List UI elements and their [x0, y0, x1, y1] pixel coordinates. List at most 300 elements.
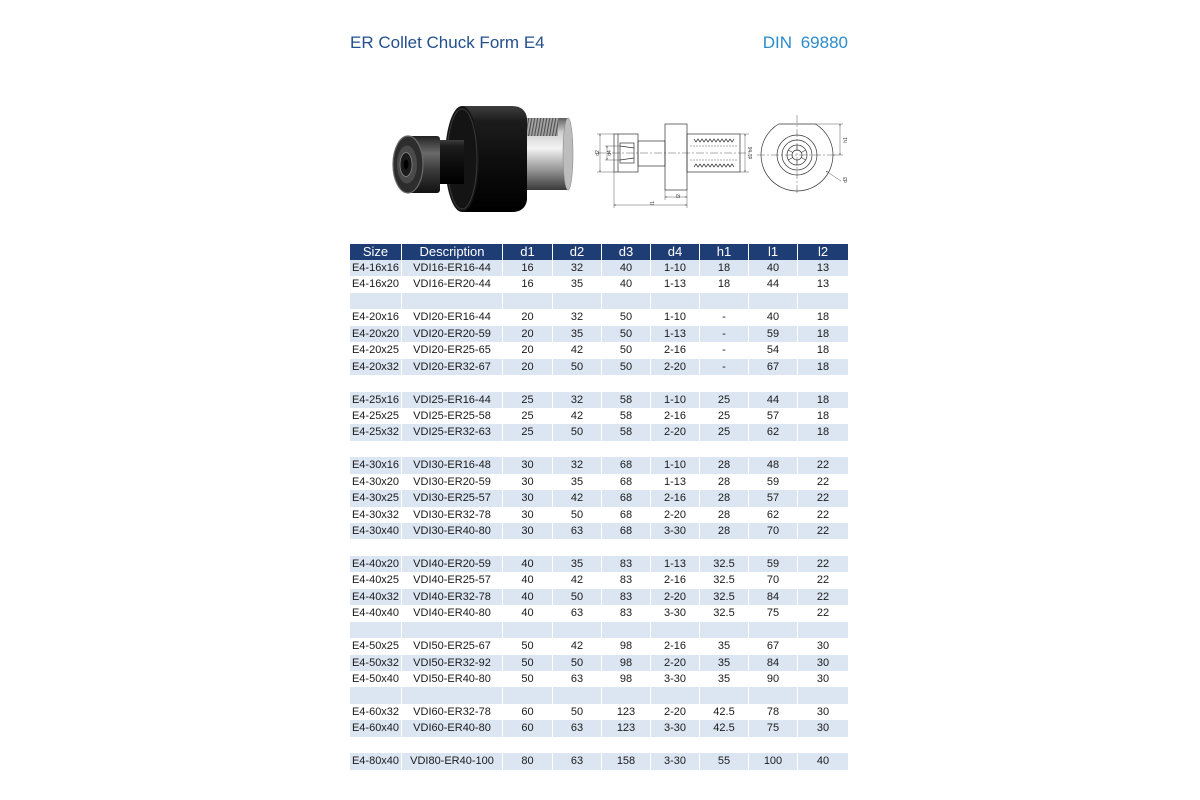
table-cell-size: E4-50x32: [350, 655, 402, 671]
table-cell-h1: 35: [700, 671, 749, 687]
dimension-label-l2: l2: [676, 194, 682, 198]
table-row: [350, 572, 848, 588]
table-cell-size: E4-40x32: [350, 589, 402, 605]
table-cell-d1: 30: [503, 523, 553, 539]
collet-bore-center: [404, 160, 409, 170]
table-cell-size: E4-50x25: [350, 638, 402, 654]
table-spacer-row: [350, 622, 848, 638]
table-cell-description: [402, 375, 503, 391]
table-cell-h1: 25: [700, 392, 749, 408]
table-cell-d1: [503, 622, 553, 638]
thread-top: [694, 139, 734, 142]
table-cell-d2: 42: [553, 572, 602, 588]
table-cell-d1: 30: [503, 457, 553, 473]
table-cell-d2: 35: [553, 276, 602, 292]
table-row: [350, 309, 848, 325]
table-cell-d1: [503, 737, 553, 753]
table-cell-description: VDI40-ER25-57: [402, 572, 503, 588]
table-cell-d2: 32: [553, 309, 602, 325]
table-cell-h1: 18: [700, 276, 749, 292]
table-cell-d4: 2-16: [651, 490, 700, 506]
table-cell-h1: 32.5: [700, 605, 749, 621]
table-cell-d2: 50: [553, 424, 602, 440]
table-cell-d3: 58: [602, 392, 651, 408]
column-header-h1: h1: [700, 244, 749, 260]
table-spacer-row: [350, 539, 848, 555]
table-cell-d3: 123: [602, 704, 651, 720]
table-row: [350, 753, 848, 769]
table-cell-d4: [651, 687, 700, 703]
table-cell-h1: 42.5: [700, 704, 749, 720]
table-cell-d4: 2-20: [651, 704, 700, 720]
table-cell-l1: 78: [749, 704, 798, 720]
dimension-label-h1: h1: [843, 137, 849, 143]
table-cell-l1: [749, 441, 798, 457]
table-row: [350, 326, 848, 342]
table-row: [350, 720, 848, 736]
table-cell-h1: 35: [700, 638, 749, 654]
table-cell-l1: 84: [749, 589, 798, 605]
table-cell-d3: 98: [602, 638, 651, 654]
table-cell-d4: [651, 539, 700, 555]
table-cell-d1: 40: [503, 605, 553, 621]
table-cell-l2: 18: [816, 426, 830, 439]
table-cell-l1: 100: [749, 753, 798, 769]
table-row: [350, 474, 848, 490]
table-cell-h1: 55: [700, 753, 749, 769]
table-cell-l2: 30: [816, 722, 830, 735]
table-cell-size: [350, 293, 402, 309]
table-row: [350, 457, 848, 473]
table-cell-size: [350, 539, 402, 555]
table-cell-d4: 1-10: [651, 457, 700, 473]
table-cell-h1: 28: [700, 523, 749, 539]
table-cell-d1: 16: [503, 260, 553, 276]
table-cell-description: VDI20-ER25-65: [402, 342, 503, 358]
table-cell-d2: 63: [553, 720, 602, 736]
table-cell-d2: 63: [553, 671, 602, 687]
table-cell-d1: 30: [503, 490, 553, 506]
table-spacer-row: [350, 441, 848, 457]
table-spacer-row: [350, 293, 848, 309]
table-cell-description: VDI16-ER20-44: [402, 276, 503, 292]
table-cell-d3: 68: [602, 457, 651, 473]
table-cell-d3: 50: [602, 309, 651, 325]
column-header-description: Description: [402, 244, 503, 260]
table-cell-d1: 20: [503, 342, 553, 358]
table-cell-description: VDI20-ER20-59: [402, 326, 503, 342]
table-cell-size: E4-50x40: [350, 671, 402, 687]
table-cell-d1: 25: [503, 392, 553, 408]
table-row: [350, 589, 848, 605]
table-cell-h1: 28: [700, 474, 749, 490]
table-cell-d3: 50: [602, 359, 651, 375]
table-cell-d4: 2-20: [651, 359, 700, 375]
table-cell-l1: [749, 293, 798, 309]
table-cell-d3: [602, 737, 651, 753]
table-cell-size: E4-25x16: [350, 392, 402, 408]
side-view-drawing: [595, 124, 754, 208]
table-cell-d4: 3-30: [651, 605, 700, 621]
table-cell-d2: 32: [553, 260, 602, 276]
table-cell-h1: 32.5: [700, 572, 749, 588]
table-row: [350, 408, 848, 424]
table-cell-description: VDI60-ER32-78: [402, 704, 503, 720]
table-cell-size: E4-20x32: [350, 359, 402, 375]
table-cell-description: [402, 737, 503, 753]
table-cell-h1: 18: [700, 260, 749, 276]
table-cell-l2: 18: [816, 409, 830, 422]
table-cell-d4: 1-13: [651, 326, 700, 342]
front-view-drawing: [757, 115, 849, 195]
table-cell-l1: 70: [749, 523, 798, 539]
table-cell-size: E4-16x16: [350, 260, 402, 276]
table-cell-description: VDI50-ER40-80: [402, 671, 503, 687]
table-cell-d1: 30: [503, 507, 553, 523]
table-cell-l2: 18: [816, 344, 830, 357]
table-cell-description: VDI40-ER20-59: [402, 556, 503, 572]
table-cell-l1: 40: [749, 260, 798, 276]
column-header-l1: l1: [749, 244, 798, 260]
table-cell-d1: 20: [503, 326, 553, 342]
table-cell-d4: 2-20: [651, 589, 700, 605]
table-cell-size: E4-30x20: [350, 474, 402, 490]
table-cell-d2: [553, 622, 602, 638]
table-cell-l1: 67: [749, 359, 798, 375]
table-cell-h1: 25: [700, 408, 749, 424]
table-cell-d2: 32: [553, 457, 602, 473]
table-cell-d1: 60: [503, 704, 553, 720]
table-row: [350, 556, 848, 572]
shank-end-face: [563, 118, 573, 190]
table-cell-d2: 50: [553, 704, 602, 720]
table-cell-l1: [749, 539, 798, 555]
table-cell-d2: 32: [553, 392, 602, 408]
table-cell-l1: 90: [749, 671, 798, 687]
table-cell-d1: 16: [503, 276, 553, 292]
table-cell-l2: 18: [816, 360, 830, 373]
table-cell-size: E4-20x16: [350, 309, 402, 325]
table-cell-l2: [798, 539, 848, 555]
table-cell-d4: 1-10: [651, 309, 700, 325]
table-cell-d1: [503, 539, 553, 555]
table-cell-h1: 28: [700, 490, 749, 506]
table-cell-d3: 40: [602, 276, 651, 292]
table-cell-l2: 22: [816, 492, 830, 505]
table-body: [350, 260, 848, 770]
flange-outline: [665, 124, 687, 190]
table-cell-d2: 35: [553, 326, 602, 342]
table-cell-description: VDI25-ER25-58: [402, 408, 503, 424]
table-cell-d4: [651, 622, 700, 638]
table-cell-size: E4-30x16: [350, 457, 402, 473]
table-cell-d2: [553, 737, 602, 753]
table-cell-h1: 28: [700, 507, 749, 523]
table-cell-l2: [798, 737, 848, 753]
table-cell-l1: 62: [749, 424, 798, 440]
table-cell-description: VDI30-ER25-57: [402, 490, 503, 506]
table-cell-l2: 30: [816, 640, 830, 653]
table-cell-size: [350, 622, 402, 638]
body-outline: [638, 141, 665, 166]
table-cell-size: [350, 441, 402, 457]
table-cell-d1: 50: [503, 638, 553, 654]
table-cell-d2: 35: [553, 474, 602, 490]
table-cell-d2: [553, 539, 602, 555]
column-header-d3: d3: [602, 244, 651, 260]
table-row: [350, 605, 848, 621]
table-cell-description: VDI30-ER16-48: [402, 457, 503, 473]
table-cell-l2: 22: [816, 557, 830, 570]
table-row: [350, 392, 848, 408]
table-cell-size: E4-80x40: [350, 753, 402, 769]
table-cell-description: [402, 539, 503, 555]
table-cell-h1: -: [700, 342, 749, 358]
table-cell-l1: 59: [749, 474, 798, 490]
table-cell-l1: 62: [749, 507, 798, 523]
dimension-label-d1: d1 h6: [748, 146, 754, 160]
column-header-d1: d1: [503, 244, 553, 260]
table-cell-d1: 25: [503, 424, 553, 440]
spec-table: [350, 244, 848, 770]
table-cell-h1: [700, 622, 749, 638]
table-row: [350, 260, 848, 276]
table-cell-d4: 2-16: [651, 408, 700, 424]
table-cell-size: E4-16x20: [350, 276, 402, 292]
table-cell-l2: 13: [816, 262, 830, 274]
table-cell-d3: [602, 687, 651, 703]
table-cell-d2: 35: [553, 556, 602, 572]
table-cell-l2: 30: [816, 705, 830, 718]
table-row: [350, 638, 848, 654]
table-cell-d3: 58: [602, 408, 651, 424]
table-cell-l1: [749, 687, 798, 703]
table-cell-h1: 25: [700, 424, 749, 440]
table-cell-d2: [553, 375, 602, 391]
table-cell-h1: 32.5: [700, 556, 749, 572]
table-cell-size: E4-30x25: [350, 490, 402, 506]
table-cell-description: VDI30-ER32-78: [402, 507, 503, 523]
table-cell-d1: 25: [503, 408, 553, 424]
table-cell-l2: 30: [816, 656, 830, 669]
table-cell-d4: 2-16: [651, 342, 700, 358]
table-row: [350, 507, 848, 523]
table-cell-d4: 1-13: [651, 474, 700, 490]
table-cell-h1: -: [700, 309, 749, 325]
dimension-label-d3: d3: [843, 177, 849, 183]
table-cell-l2: 40: [816, 755, 830, 768]
table-cell-h1: [700, 687, 749, 703]
table-row: [350, 655, 848, 671]
table-cell-l2: 18: [816, 393, 830, 406]
table-cell-d2: 63: [553, 753, 602, 769]
table-cell-l2: 30: [816, 672, 830, 685]
table-row: [350, 704, 848, 720]
table-cell-h1: [700, 441, 749, 457]
table-cell-d1: [503, 441, 553, 457]
table-cell-d3: 98: [602, 671, 651, 687]
table-cell-l1: 75: [749, 605, 798, 621]
table-cell-l1: 75: [749, 720, 798, 736]
table-cell-d3: 40: [602, 260, 651, 276]
table-cell-l2: [798, 375, 848, 391]
table-cell-description: VDI50-ER25-67: [402, 638, 503, 654]
table-cell-l1: 44: [749, 276, 798, 292]
table-cell-l2: 22: [816, 508, 830, 521]
table-cell-d1: 50: [503, 671, 553, 687]
leader-line-d3: [826, 171, 841, 181]
table-cell-l2: 22: [816, 607, 830, 620]
table-cell-d3: 68: [602, 490, 651, 506]
table-cell-d2: 42: [553, 342, 602, 358]
table-cell-description: [402, 622, 503, 638]
table-cell-d4: 3-30: [651, 720, 700, 736]
table-cell-d3: 83: [602, 589, 651, 605]
table-cell-description: VDI30-ER20-59: [402, 474, 503, 490]
table-cell-size: E4-60x32: [350, 704, 402, 720]
table-cell-h1: [700, 375, 749, 391]
table-row: [350, 276, 848, 292]
table-cell-d4: 2-20: [651, 424, 700, 440]
table-cell-d2: 63: [553, 605, 602, 621]
table-cell-description: VDI20-ER32-67: [402, 359, 503, 375]
table-cell-l1: [749, 375, 798, 391]
table-cell-l1: 84: [749, 655, 798, 671]
table-cell-size: [350, 687, 402, 703]
table-cell-d3: 50: [602, 342, 651, 358]
table-cell-h1: [700, 539, 749, 555]
table-cell-description: [402, 293, 503, 309]
dimension-label-l1: l1: [650, 201, 656, 205]
table-cell-h1: 35: [700, 655, 749, 671]
table-cell-l1: 59: [749, 326, 798, 342]
table-cell-description: VDI60-ER40-80: [402, 720, 503, 736]
table-cell-description: VDI80-ER40-100: [402, 753, 503, 769]
table-cell-size: E4-25x25: [350, 408, 402, 424]
table-cell-l1: [749, 737, 798, 753]
table-cell-d1: 40: [503, 572, 553, 588]
page-title: ER Collet Chuck Form E4: [350, 33, 545, 52]
column-header-d4: d4: [651, 244, 700, 260]
table-cell-d4: 1-13: [651, 556, 700, 572]
table-cell-d2: [553, 293, 602, 309]
table-cell-d2: 50: [553, 589, 602, 605]
table-cell-l2: [798, 687, 848, 703]
table-cell-d4: [651, 293, 700, 309]
table-cell-size: E4-40x40: [350, 605, 402, 621]
table-cell-d2: 42: [553, 638, 602, 654]
table-cell-d2: [553, 441, 602, 457]
table-spacer-row: [350, 375, 848, 391]
table-cell-d1: 30: [503, 474, 553, 490]
table-cell-description: [402, 441, 503, 457]
table-cell-d4: 2-16: [651, 572, 700, 588]
table-cell-d4: 3-30: [651, 753, 700, 769]
table-cell-d2: 63: [553, 523, 602, 539]
din-standard-label: DIN 69880: [762, 33, 848, 52]
table-row: [350, 490, 848, 506]
table-cell-d4: 2-20: [651, 655, 700, 671]
table-cell-description: VDI25-ER32-63: [402, 424, 503, 440]
table-cell-l1: 48: [749, 457, 798, 473]
table-cell-d2: 42: [553, 408, 602, 424]
table-cell-d4: [651, 441, 700, 457]
table-cell-size: E4-20x20: [350, 326, 402, 342]
table-cell-d4: 3-30: [651, 523, 700, 539]
table-cell-l2: 22: [816, 459, 830, 472]
column-header-l2: l2: [817, 244, 829, 259]
table-cell-description: VDI40-ER32-78: [402, 589, 503, 605]
product-figures: [380, 88, 855, 223]
table-cell-h1: -: [700, 326, 749, 342]
table-cell-d3: 68: [602, 474, 651, 490]
table-spacer-row: [350, 687, 848, 703]
table-row: [350, 359, 848, 375]
table-cell-description: VDI30-ER40-80: [402, 523, 503, 539]
table-cell-l1: 40: [749, 309, 798, 325]
table-cell-d3: 98: [602, 655, 651, 671]
table-cell-l1: 54: [749, 342, 798, 358]
table-cell-d1: 80: [503, 753, 553, 769]
table-cell-description: VDI50-ER32-92: [402, 655, 503, 671]
table-cell-d2: 50: [553, 655, 602, 671]
table-cell-d4: 2-20: [651, 507, 700, 523]
table-cell-h1: [700, 293, 749, 309]
table-cell-description: VDI25-ER16-44: [402, 392, 503, 408]
table-cell-d3: [602, 293, 651, 309]
table-cell-d3: 83: [602, 572, 651, 588]
table-row: [350, 671, 848, 687]
table-cell-description: [402, 687, 503, 703]
table-cell-l1: 44: [749, 392, 798, 408]
table-cell-d2: 42: [553, 490, 602, 506]
table-cell-l2: 22: [816, 590, 830, 603]
table-cell-l2: [798, 622, 848, 638]
table-cell-d4: 1-13: [651, 276, 700, 292]
table-cell-d4: 3-30: [651, 671, 700, 687]
table-row: [350, 523, 848, 539]
table-cell-l2: 22: [816, 475, 830, 488]
table-cell-l1: 57: [749, 408, 798, 424]
table-cell-l2: 22: [816, 574, 830, 587]
table-cell-description: VDI20-ER16-44: [402, 309, 503, 325]
table-cell-d3: [602, 375, 651, 391]
table-cell-size: E4-30x32: [350, 507, 402, 523]
table-cell-d2: 50: [553, 359, 602, 375]
table-cell-size: E4-30x40: [350, 523, 402, 539]
table-cell-d3: 83: [602, 605, 651, 621]
column-header-size: Size: [350, 244, 402, 260]
table-cell-d3: 83: [602, 556, 651, 572]
table-cell-l2: [798, 441, 848, 457]
table-cell-d2: [553, 687, 602, 703]
table-cell-description: VDI40-ER40-80: [402, 605, 503, 621]
table-cell-d1: 40: [503, 589, 553, 605]
table-cell-l1: 70: [749, 572, 798, 588]
table-cell-size: E4-40x25: [350, 572, 402, 588]
table-header-row: [350, 244, 848, 260]
table-cell-size: E4-20x25: [350, 342, 402, 358]
product-render: [393, 106, 573, 212]
table-cell-h1: [700, 737, 749, 753]
table-cell-l1: 59: [749, 556, 798, 572]
thread-bottom: [694, 164, 734, 167]
table-cell-d3: [602, 539, 651, 555]
table-cell-size: E4-40x20: [350, 556, 402, 572]
table-cell-d3: [602, 441, 651, 457]
table-cell-l1: 57: [749, 490, 798, 506]
table-cell-size: E4-25x32: [350, 424, 402, 440]
